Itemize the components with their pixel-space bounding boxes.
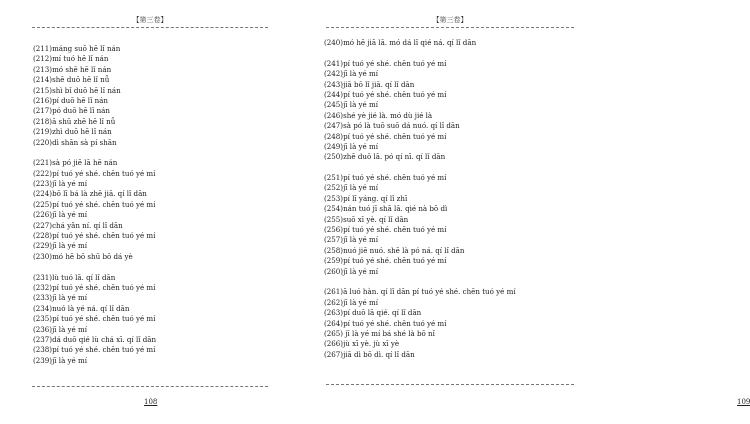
- left-page: [0, 0, 300, 424]
- page-body: [324, 38, 516, 360]
- verse-line: (258)nuó jiē nuó. shē là pó ná. qí lǐ dān: [324, 245, 465, 255]
- verse-line: (254)nán tuó jī shā lā. qié nà bō dì: [324, 204, 448, 214]
- verse-line: (243)jiā bō lǐ jiā. qí lǐ dān: [324, 79, 415, 89]
- verse-line: (240)mó hē jiā lā. mó dá lǐ qié ná. qí lǐ dān: [324, 38, 477, 47]
- page-number: 109: [737, 398, 750, 406]
- footer-divider: [32, 386, 268, 387]
- stanza-gap: [324, 277, 516, 287]
- verse-line: (229)jī là yé mí: [33, 241, 88, 251]
- verse-line: (261)ā luó hàn. qí lǐ dān pí tuó yé shé. chēn tuó yé mí: [324, 287, 516, 297]
- verse-line: (231)lù tuó lā. qí lǐ dān: [33, 272, 116, 282]
- verse-line: (255)suō xī yè. qí lǐ dān: [324, 214, 409, 224]
- page-header: 【第三卷】: [432, 16, 468, 24]
- verse-line: (263)pí duō lā qié. qí lǐ dān: [324, 308, 422, 318]
- verse-line: (251)pí tuó yé shé. chēn tuó yé mí: [324, 173, 447, 183]
- verse-line: (218)ā shū zhē hē lǐ nǚ: [33, 116, 116, 126]
- verse-line: (228)pí tuó yé shé. chēn tuó yé mí: [33, 231, 156, 241]
- verse-line: (245)jī là yé mí: [324, 100, 379, 110]
- verse-line: (234)nuó là yé ná. qí lǐ dān: [33, 303, 130, 313]
- verse-line: (242)jī là yé mí: [324, 69, 379, 79]
- page-header: 【第三卷】: [132, 16, 168, 24]
- verse-line: (223)jī là yé mí: [33, 179, 88, 189]
- verse-line: (246)shé yè jié là. mó dù jié là: [324, 110, 433, 120]
- verse-line: (247)sà pó là tuō suō dá nuó. qí lǐ dān: [324, 121, 460, 131]
- verse-line: (225)pí tuó yé shé. chēn tuó yé mí: [33, 199, 156, 209]
- verse-line: (266)jù xī yè. jù xī yè: [324, 339, 400, 349]
- footer-divider: [326, 384, 574, 385]
- verse-line: (216)pí duō hē lǐ nán: [33, 95, 108, 105]
- verse-line: (238)pí tuó yé shé. chēn tuó yé mí: [33, 345, 156, 355]
- verse-line: (249)jī là yé mí: [324, 141, 379, 151]
- verse-line: (259)pí tuó yé shé. chēn tuó yé mí: [324, 256, 447, 266]
- stanza-gap: [324, 163, 516, 173]
- stanza-gap: [33, 262, 156, 272]
- verse-line: (265) jī là yé mí bá shé là bō nǐ: [324, 328, 435, 338]
- verse-line: (257)jī là yé mí: [324, 235, 379, 245]
- verse-line: (232)pí tuó yé shé. chēn tuó yé mí: [33, 282, 156, 292]
- verse-line: (219)zhì duō hē lǐ nán: [33, 127, 112, 137]
- verse-line: (220)dì shān sà pí shān: [33, 137, 117, 147]
- verse-line: (233)jī là yé mí: [33, 293, 88, 303]
- verse-line: (262)jī là yé mí: [324, 297, 379, 307]
- header-divider: [32, 27, 268, 28]
- verse-line: (237)dá duō qié lù chá xī. qí lǐ dān: [33, 334, 157, 344]
- verse-line: (252)jī là yé mí: [324, 183, 379, 193]
- verse-line: (227)chá yǎn ní. qí lǐ dān: [33, 220, 123, 230]
- verse-line: (264)pí tuó yé shé. chēn tuó yé mí: [324, 318, 447, 328]
- verse-line: (239)jī là yé mí: [33, 355, 88, 365]
- right-page: [300, 0, 750, 424]
- verse-line: (212)mí tuó hē lǐ nán: [33, 54, 109, 64]
- verse-line: (211)máng suō hē lǐ nán: [33, 44, 121, 53]
- verse-line: (222)pí tuó yé shé. chēn tuó yé mí: [33, 168, 156, 178]
- stanza-gap: [324, 48, 516, 58]
- stanza-gap: [33, 148, 156, 158]
- verse-line: (253)pí lī yáng. qí lǐ zhī: [324, 193, 408, 203]
- verse-line: (214)shē duō hē lǐ nǚ: [33, 75, 110, 85]
- verse-line: (217)pó duō hē lǐ nán: [33, 106, 110, 116]
- verse-line: (260)jī là yé mí: [324, 266, 379, 276]
- header-divider: [326, 27, 574, 28]
- page-number: 108: [144, 398, 158, 406]
- verse-line: (256)pí tuó yé shé. chēn tuó yé mí: [324, 225, 447, 235]
- verse-line: (250)zhē duō lā. pó qí nī. qí lǐ dān: [324, 152, 446, 162]
- verse-line: (226)jī là yé mí: [33, 210, 88, 220]
- verse-line: (235)pí tuó yé shé. chēn tuó yé mí: [33, 314, 156, 324]
- verse-line: (221)sà pó jiē lā hē nán: [33, 158, 118, 168]
- verse-line: (241)pí tuó yé shé. chēn tuó yé mí: [324, 58, 447, 68]
- verse-line: (236)jī là yé mí: [33, 324, 88, 334]
- verse-line: (215)shì bǐ duō hē lǐ nán: [33, 85, 121, 95]
- verse-line: (224)bō lī bá là zhē jiā. qí lǐ dān: [33, 189, 147, 199]
- verse-line: (244)pí tuó yé shé. chēn tuó yé mí: [324, 89, 447, 99]
- verse-line: (213)mó shē hē lǐ nán: [33, 64, 112, 74]
- verse-line: (248)pí tuó yé shé. chēn tuó yé mí: [324, 131, 447, 141]
- verse-line: (230)mó hē bō shū bō dá yè: [33, 251, 133, 261]
- verse-line: (267)jiā dì bō dì. qí lǐ dān: [324, 349, 415, 359]
- page-body: [33, 44, 156, 366]
